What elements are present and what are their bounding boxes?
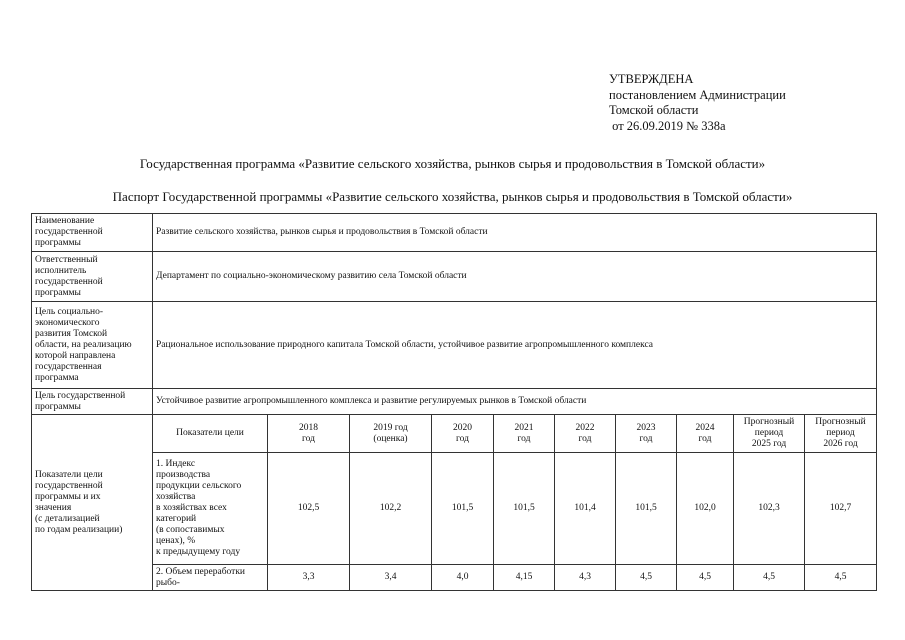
indicator-2-value: 3,4 xyxy=(350,565,432,591)
header-year-2025: Прогнозный период 2025 год xyxy=(734,415,805,453)
passport-table xyxy=(31,213,877,591)
header-year-2026: Прогнозный период 2026 год xyxy=(805,415,877,453)
value-goal-program: Устойчивое развитие агропромышленного комплекса и развитие регулируемых рынков в Томской области xyxy=(153,389,877,415)
header-year-2023: 2023 год xyxy=(616,415,677,453)
label-executor: Ответственный исполнитель государственной программы xyxy=(32,252,153,302)
row-goal-program xyxy=(32,389,877,415)
indicator-2-value: 4,0 xyxy=(432,565,494,591)
indicator-2-value: 4,5 xyxy=(734,565,805,591)
row-program-name xyxy=(32,214,877,252)
indicator-1-value: 102,3 xyxy=(734,453,805,565)
header-year-2022: 2022 год xyxy=(555,415,616,453)
approval-line-resolution: постановлением Администрации xyxy=(609,87,786,102)
value-goal-socio: Рациональное использование природного капитала Томской области, устойчивое развитие агропромышленного комплекса xyxy=(153,302,877,389)
label-goal-program: Цель государственной программы xyxy=(32,389,153,415)
approval-stamp xyxy=(609,72,786,134)
program-title: Государственная программа «Развитие сельского хозяйства, рынков сырья и продовольствия в Томской области» xyxy=(139,156,766,171)
label-goal-socio: Цель социально- экономического развития Томской области, на реализацию которой направлена государственная программа xyxy=(32,302,153,389)
indicator-1-value: 101,4 xyxy=(555,453,616,565)
indicator-1-value: 102,0 xyxy=(677,453,734,565)
header-year-2020: 2020 год xyxy=(432,415,494,453)
indicator-1-value: 101,5 xyxy=(432,453,494,565)
value-program-name: Развитие сельского хозяйства, рынков сырья и продовольствия в Томской области xyxy=(153,214,877,252)
indicator-1-value: 102,5 xyxy=(268,453,350,565)
indicator-1-value: 102,2 xyxy=(350,453,432,565)
indicators-header-row xyxy=(32,415,877,453)
approval-line-date: от 26.09.2019 № 338а xyxy=(609,118,726,133)
indicator-2-value: 4,3 xyxy=(555,565,616,591)
indicator-2-value: 4,5 xyxy=(616,565,677,591)
indicator-1-value: 102,7 xyxy=(805,453,877,565)
indicator-2-value: 4,5 xyxy=(805,565,877,591)
header-year-2021: 2021 год xyxy=(494,415,555,453)
header-indicator-name: Показатели цели xyxy=(153,415,268,453)
indicator-row-2 xyxy=(32,565,877,591)
approval-line-approved: УТВЕРЖДЕНА xyxy=(609,72,694,86)
label-indicators: Показатели цели государственной программы и их значения (с детализацией по годам реализации) xyxy=(32,415,153,591)
indicator-row-1 xyxy=(32,453,877,565)
indicator-1-value: 101,5 xyxy=(494,453,555,565)
indicator-1-value: 101,5 xyxy=(616,453,677,565)
label-program-name: Наименование государственной программы xyxy=(32,214,153,252)
header-year-2018: 2018 год xyxy=(268,415,350,453)
header-year-2024: 2024 год xyxy=(677,415,734,453)
value-executor: Департамент по социально-экономическому развитию села Томской области xyxy=(153,252,877,302)
indicator-2-value: 3,3 xyxy=(268,565,350,591)
indicator-1-name: 1. Индекс производства продукции сельского хозяйства в хозяйствах всех категорий (в сопоставимых ценах), % к предыдущему году xyxy=(153,453,268,565)
passport-title: Паспорт Государственной программы «Развитие сельского хозяйства, рынков сырья и продовольствия в Томской области» xyxy=(112,189,793,204)
row-goal-socio xyxy=(32,302,877,389)
row-executor xyxy=(32,252,877,302)
indicator-2-value: 4,5 xyxy=(677,565,734,591)
approval-line-region: Томской области xyxy=(609,103,699,117)
indicator-2-value: 4,15 xyxy=(494,565,555,591)
header-year-2019: 2019 год (оценка) xyxy=(350,415,432,453)
indicator-2-name: 2. Объем переработки рыбо- xyxy=(153,565,268,591)
